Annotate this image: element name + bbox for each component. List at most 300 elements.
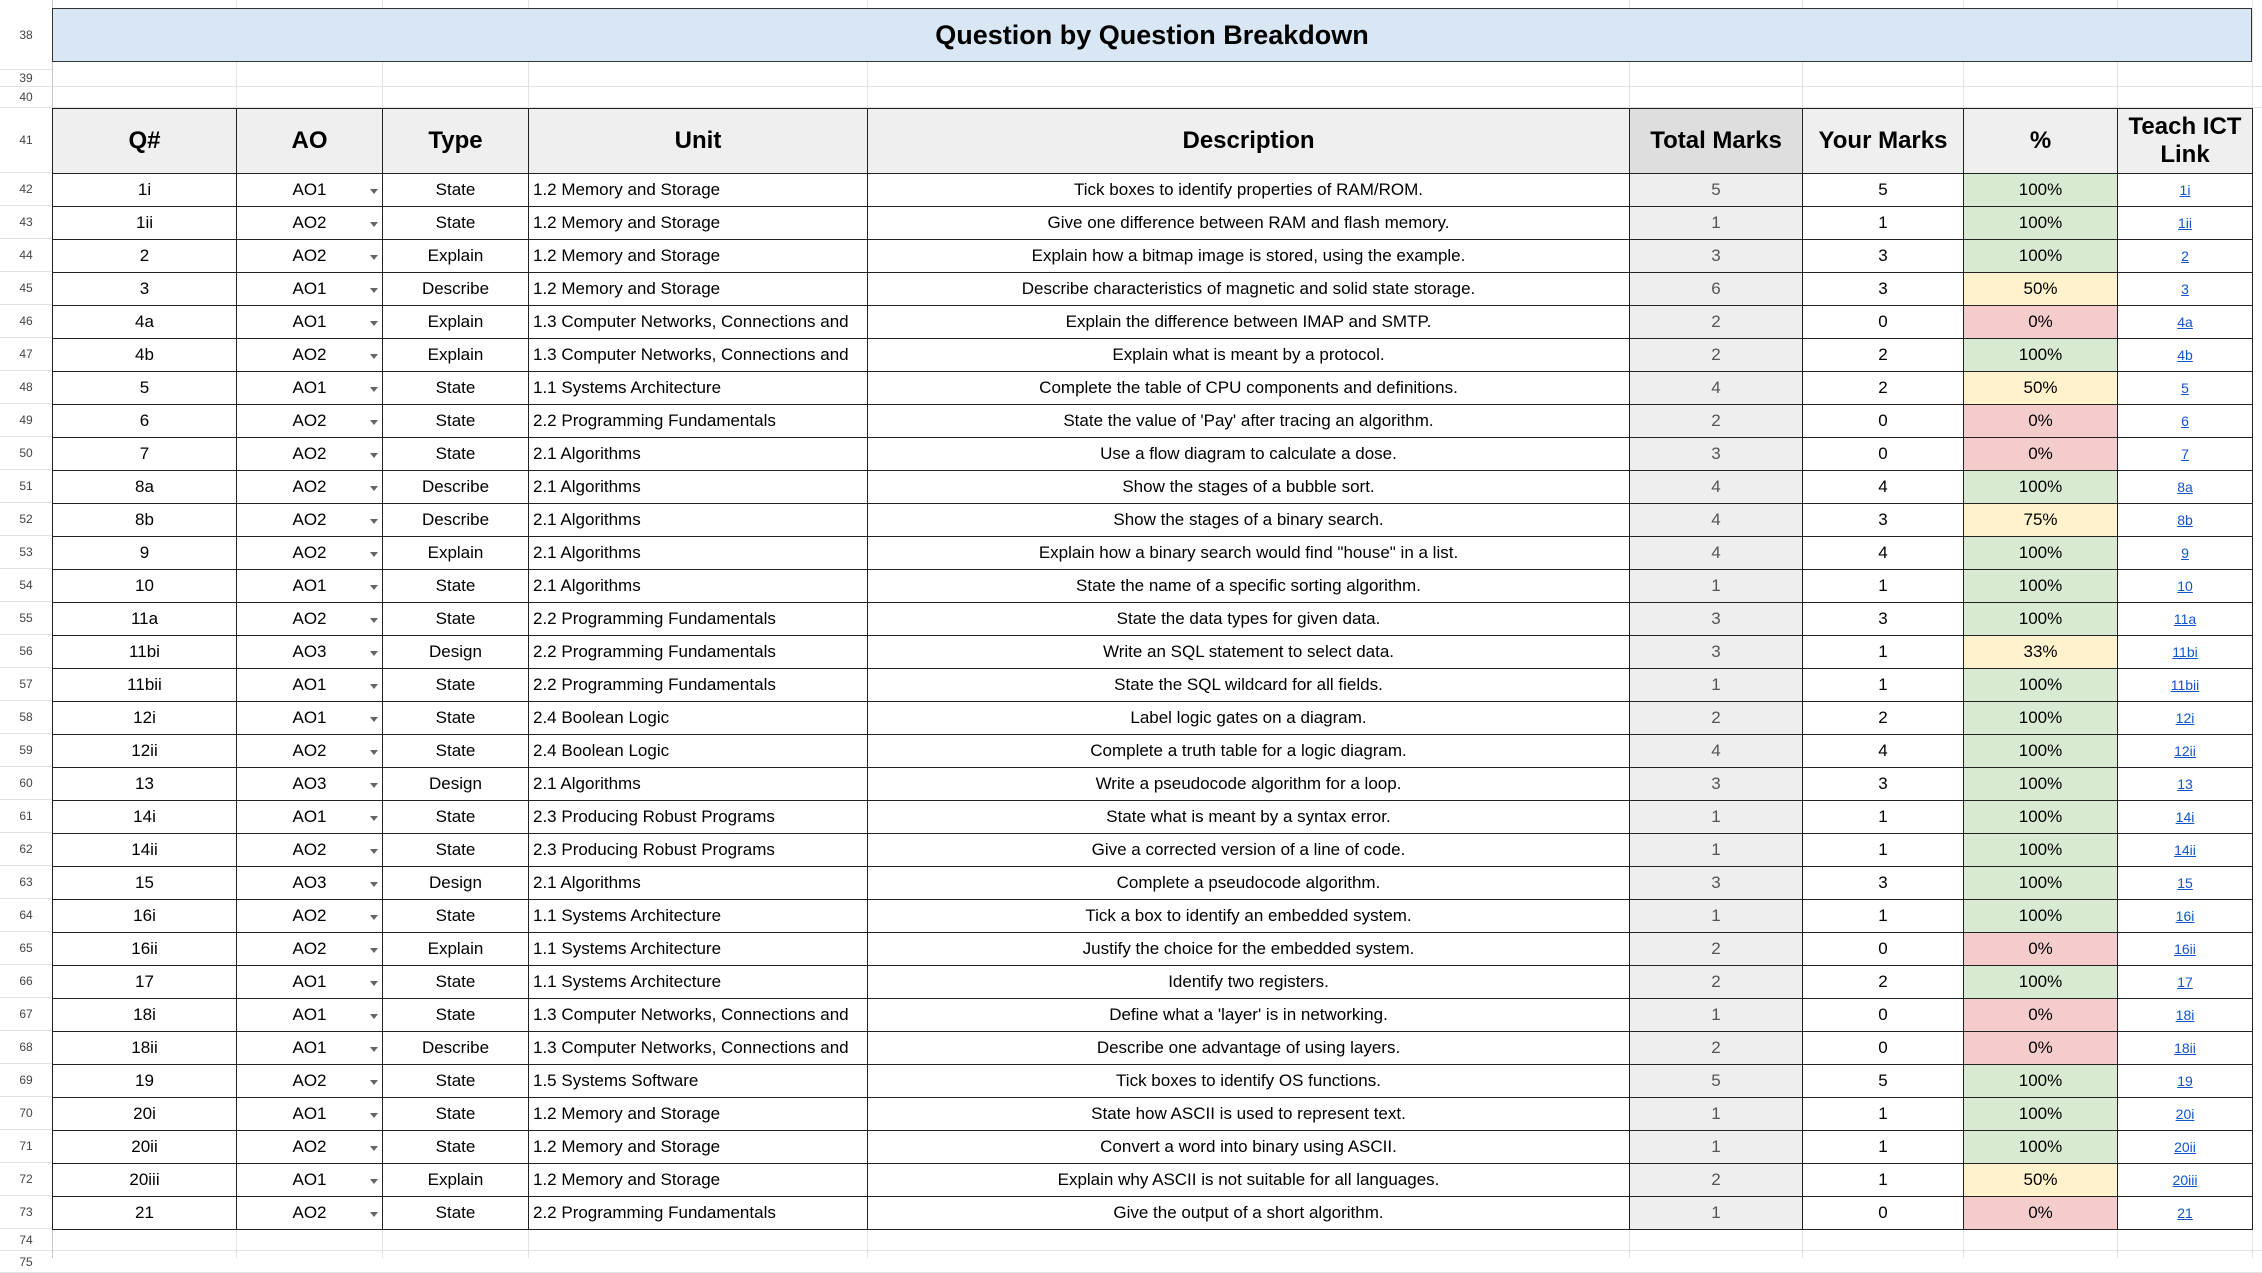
cell-total-marks[interactable]: 2 (1630, 1164, 1803, 1197)
cell-type[interactable]: Describe (383, 471, 529, 504)
cell-ao-dropdown[interactable] (237, 999, 383, 1032)
dropdown-arrow-icon[interactable] (370, 783, 378, 788)
teach-ict-link[interactable]: 11bii (2170, 677, 2200, 693)
cell-unit[interactable]: 2.1 Algorithms (529, 471, 868, 504)
cell-description[interactable]: Tick boxes to identify properties of RAM/ROM. (868, 174, 1630, 207)
cell-unit[interactable]: 1.1 Systems Architecture (529, 372, 868, 405)
cell-teach-ict-link[interactable] (2118, 339, 2253, 372)
teach-ict-link[interactable]: 9 (2181, 545, 2189, 561)
row-number[interactable]: 44 (0, 239, 52, 272)
cell-percent[interactable]: 100% (1964, 1065, 2118, 1098)
cell-description[interactable]: Describe characteristics of magnetic and solid state storage. (868, 273, 1630, 306)
header-percent[interactable]: % (1964, 109, 2118, 174)
cell-percent[interactable]: 100% (1964, 339, 2118, 372)
cell-total-marks[interactable]: 1 (1630, 834, 1803, 867)
cell-percent[interactable]: 100% (1964, 834, 2118, 867)
cell-type[interactable]: State (383, 603, 529, 636)
cell-unit[interactable]: 1.3 Computer Networks, Connections and (529, 999, 868, 1032)
cell-question[interactable]: 18ii (53, 1032, 237, 1065)
cell-question[interactable]: 12i (53, 702, 237, 735)
cell-total-marks[interactable]: 2 (1630, 933, 1803, 966)
cell-description[interactable]: Show the stages of a binary search. (868, 504, 1630, 537)
row-number[interactable]: 47 (0, 338, 52, 371)
teach-ict-link[interactable]: 13 (2177, 776, 2193, 792)
row-number[interactable]: 46 (0, 305, 52, 338)
cell-description[interactable]: Explain why ASCII is not suitable for all languages. (868, 1164, 1630, 1197)
cell-description[interactable]: Show the stages of a bubble sort. (868, 471, 1630, 504)
cell-type[interactable]: State (383, 1197, 529, 1230)
cell-type[interactable]: Describe (383, 1032, 529, 1065)
cell-your-marks[interactable]: 2 (1803, 339, 1964, 372)
cell-total-marks[interactable]: 5 (1630, 1065, 1803, 1098)
cell-your-marks[interactable]: 1 (1803, 570, 1964, 603)
cell-question[interactable]: 5 (53, 372, 237, 405)
cell-unit[interactable]: 2.2 Programming Fundamentals (529, 603, 868, 636)
cell-description[interactable]: Write a pseudocode algorithm for a loop. (868, 768, 1630, 801)
teach-ict-link[interactable]: 19 (2177, 1073, 2193, 1089)
teach-ict-link[interactable]: 16ii (2174, 941, 2196, 957)
dropdown-arrow-icon[interactable] (370, 1080, 378, 1085)
teach-ict-link[interactable]: 17 (2177, 974, 2193, 990)
cell-total-marks[interactable]: 6 (1630, 273, 1803, 306)
cell-unit[interactable]: 1.2 Memory and Storage (529, 174, 868, 207)
dropdown-arrow-icon[interactable] (370, 1179, 378, 1184)
cell-percent[interactable]: 50% (1964, 372, 2118, 405)
cell-teach-ict-link[interactable] (2118, 1164, 2253, 1197)
cell-unit[interactable]: 2.1 Algorithms (529, 438, 868, 471)
cell-your-marks[interactable]: 1 (1803, 1131, 1964, 1164)
cell-unit[interactable]: 1.3 Computer Networks, Connections and (529, 1032, 868, 1065)
row-number[interactable]: 73 (0, 1196, 52, 1229)
cell-question[interactable]: 15 (53, 867, 237, 900)
cell-ao-dropdown[interactable] (237, 372, 383, 405)
dropdown-arrow-icon[interactable] (370, 255, 378, 260)
teach-ict-link[interactable]: 16i (2175, 908, 2195, 924)
cell-question[interactable]: 2 (53, 240, 237, 273)
cell-unit[interactable]: 2.2 Programming Fundamentals (529, 1197, 868, 1230)
cell-description[interactable]: Complete the table of CPU components and definitions. (868, 372, 1630, 405)
cell-unit[interactable]: 2.1 Algorithms (529, 768, 868, 801)
cell-percent[interactable]: 0% (1964, 1197, 2118, 1230)
header-type[interactable]: Type (383, 109, 529, 174)
cell-question[interactable]: 21 (53, 1197, 237, 1230)
teach-ict-link[interactable]: 14ii (2174, 842, 2196, 858)
sheet-title-banner[interactable]: Question by Question Breakdown (52, 8, 2252, 62)
cell-teach-ict-link[interactable] (2118, 1098, 2253, 1131)
cell-description[interactable]: State the data types for given data. (868, 603, 1630, 636)
cell-ao-dropdown[interactable] (237, 1197, 383, 1230)
cell-your-marks[interactable]: 0 (1803, 306, 1964, 339)
cell-percent[interactable]: 100% (1964, 207, 2118, 240)
cell-your-marks[interactable]: 0 (1803, 438, 1964, 471)
cell-description[interactable]: Write an SQL statement to select data. (868, 636, 1630, 669)
cell-description[interactable]: Define what a 'layer' is in networking. (868, 999, 1630, 1032)
cell-question[interactable]: 20i (53, 1098, 237, 1131)
cell-type[interactable]: State (383, 372, 529, 405)
cell-percent[interactable]: 0% (1964, 405, 2118, 438)
row-number[interactable]: 66 (0, 965, 52, 998)
cell-type[interactable]: Explain (383, 240, 529, 273)
dropdown-arrow-icon[interactable] (370, 354, 378, 359)
cell-percent[interactable]: 0% (1964, 306, 2118, 339)
cell-your-marks[interactable]: 3 (1803, 867, 1964, 900)
cell-description[interactable]: State the name of a specific sorting algorithm. (868, 570, 1630, 603)
cell-unit[interactable]: 1.2 Memory and Storage (529, 273, 868, 306)
cell-your-marks[interactable]: 1 (1803, 1098, 1964, 1131)
header-your-marks[interactable]: Your Marks (1803, 109, 1964, 174)
cell-question[interactable]: 14i (53, 801, 237, 834)
cell-ao-dropdown[interactable] (237, 933, 383, 966)
cell-your-marks[interactable]: 1 (1803, 669, 1964, 702)
cell-question[interactable]: 8b (53, 504, 237, 537)
cell-total-marks[interactable]: 2 (1630, 405, 1803, 438)
cell-your-marks[interactable]: 3 (1803, 603, 1964, 636)
cell-description[interactable]: Identify two registers. (868, 966, 1630, 999)
cell-ao-dropdown[interactable] (237, 1032, 383, 1065)
cell-total-marks[interactable]: 3 (1630, 603, 1803, 636)
cell-your-marks[interactable]: 1 (1803, 834, 1964, 867)
cell-type[interactable]: Explain (383, 339, 529, 372)
cell-total-marks[interactable]: 2 (1630, 1032, 1803, 1065)
cell-description[interactable]: Tick a box to identify an embedded system. (868, 900, 1630, 933)
dropdown-arrow-icon[interactable] (370, 420, 378, 425)
dropdown-arrow-icon[interactable] (370, 750, 378, 755)
dropdown-arrow-icon[interactable] (370, 288, 378, 293)
cell-total-marks[interactable]: 4 (1630, 735, 1803, 768)
cell-ao-dropdown[interactable] (237, 174, 383, 207)
cell-ao-dropdown[interactable] (237, 570, 383, 603)
cell-type[interactable]: Design (383, 636, 529, 669)
cell-your-marks[interactable]: 4 (1803, 537, 1964, 570)
cell-your-marks[interactable]: 5 (1803, 174, 1964, 207)
cell-your-marks[interactable]: 0 (1803, 1197, 1964, 1230)
dropdown-arrow-icon[interactable] (370, 321, 378, 326)
cell-type[interactable]: Explain (383, 933, 529, 966)
cell-unit[interactable]: 1.2 Memory and Storage (529, 1164, 868, 1197)
cell-type[interactable]: State (383, 702, 529, 735)
cell-teach-ict-link[interactable] (2118, 702, 2253, 735)
cell-total-marks[interactable]: 2 (1630, 702, 1803, 735)
teach-ict-link[interactable]: 3 (2181, 281, 2189, 297)
cell-percent[interactable]: 100% (1964, 471, 2118, 504)
cell-your-marks[interactable]: 3 (1803, 768, 1964, 801)
cell-teach-ict-link[interactable] (2118, 966, 2253, 999)
cell-teach-ict-link[interactable] (2118, 867, 2253, 900)
dropdown-arrow-icon[interactable] (370, 981, 378, 986)
cell-ao-dropdown[interactable] (237, 1065, 383, 1098)
dropdown-arrow-icon[interactable] (370, 222, 378, 227)
cell-ao-dropdown[interactable] (237, 735, 383, 768)
row-number[interactable]: 71 (0, 1130, 52, 1163)
cell-unit[interactable]: 2.4 Boolean Logic (529, 735, 868, 768)
cell-teach-ict-link[interactable] (2118, 999, 2253, 1032)
cell-description[interactable]: Label logic gates on a diagram. (868, 702, 1630, 735)
cell-teach-ict-link[interactable] (2118, 174, 2253, 207)
cell-unit[interactable]: 2.1 Algorithms (529, 537, 868, 570)
cell-unit[interactable]: 1.1 Systems Architecture (529, 933, 868, 966)
cell-your-marks[interactable]: 1 (1803, 207, 1964, 240)
cell-total-marks[interactable]: 1 (1630, 1098, 1803, 1131)
cell-teach-ict-link[interactable] (2118, 801, 2253, 834)
cell-percent[interactable]: 100% (1964, 801, 2118, 834)
row-number[interactable]: 41 (0, 108, 52, 173)
cell-total-marks[interactable]: 3 (1630, 438, 1803, 471)
cell-total-marks[interactable]: 4 (1630, 471, 1803, 504)
cell-teach-ict-link[interactable] (2118, 570, 2253, 603)
cell-percent[interactable]: 100% (1964, 900, 2118, 933)
dropdown-arrow-icon[interactable] (370, 816, 378, 821)
cell-unit[interactable]: 2.3 Producing Robust Programs (529, 801, 868, 834)
cell-type[interactable]: State (383, 405, 529, 438)
cell-your-marks[interactable]: 0 (1803, 999, 1964, 1032)
cell-description[interactable]: State what is meant by a syntax error. (868, 801, 1630, 834)
cell-teach-ict-link[interactable] (2118, 1131, 2253, 1164)
row-number[interactable]: 54 (0, 569, 52, 602)
cell-question[interactable]: 19 (53, 1065, 237, 1098)
row-number[interactable]: 68 (0, 1031, 52, 1064)
header-total-marks[interactable]: Total Marks (1630, 109, 1803, 174)
dropdown-arrow-icon[interactable] (370, 585, 378, 590)
cell-teach-ict-link[interactable] (2118, 438, 2253, 471)
row-number[interactable]: 52 (0, 503, 52, 536)
cell-percent[interactable]: 0% (1964, 999, 2118, 1032)
cell-type[interactable]: State (383, 207, 529, 240)
cell-your-marks[interactable]: 3 (1803, 504, 1964, 537)
cell-your-marks[interactable]: 3 (1803, 240, 1964, 273)
cell-ao-dropdown[interactable] (237, 966, 383, 999)
cell-total-marks[interactable]: 3 (1630, 240, 1803, 273)
dropdown-arrow-icon[interactable] (370, 1047, 378, 1052)
cell-question[interactable]: 3 (53, 273, 237, 306)
cell-percent[interactable]: 100% (1964, 570, 2118, 603)
teach-ict-link[interactable]: 15 (2177, 875, 2193, 891)
cell-percent[interactable]: 100% (1964, 603, 2118, 636)
cell-type[interactable]: State (383, 669, 529, 702)
cell-teach-ict-link[interactable] (2118, 504, 2253, 537)
teach-ict-link[interactable]: 14i (2175, 809, 2195, 825)
cell-percent[interactable]: 0% (1964, 933, 2118, 966)
cell-question[interactable]: 20iii (53, 1164, 237, 1197)
cell-type[interactable]: State (383, 1098, 529, 1131)
cell-teach-ict-link[interactable] (2118, 372, 2253, 405)
row-number[interactable]: 65 (0, 932, 52, 965)
row-number[interactable]: 74 (0, 1229, 52, 1251)
row-number[interactable]: 58 (0, 701, 52, 734)
cell-ao-dropdown[interactable] (237, 603, 383, 636)
teach-ict-link[interactable]: 2 (2181, 248, 2189, 264)
cell-description[interactable]: Use a flow diagram to calculate a dose. (868, 438, 1630, 471)
teach-ict-link[interactable]: 18i (2175, 1007, 2195, 1023)
row-number[interactable]: 53 (0, 536, 52, 569)
cell-ao-dropdown[interactable] (237, 1098, 383, 1131)
cell-unit[interactable]: 1.5 Systems Software (529, 1065, 868, 1098)
cell-total-marks[interactable]: 1 (1630, 669, 1803, 702)
cell-description[interactable]: Tick boxes to identify OS functions. (868, 1065, 1630, 1098)
cell-your-marks[interactable]: 4 (1803, 735, 1964, 768)
cell-unit[interactable]: 2.2 Programming Fundamentals (529, 636, 868, 669)
cell-teach-ict-link[interactable] (2118, 405, 2253, 438)
cell-teach-ict-link[interactable] (2118, 900, 2253, 933)
cell-question[interactable]: 10 (53, 570, 237, 603)
cell-question[interactable]: 8a (53, 471, 237, 504)
teach-ict-link[interactable]: 11bi (2172, 644, 2198, 660)
header-unit[interactable]: Unit (529, 109, 868, 174)
cell-percent[interactable]: 100% (1964, 867, 2118, 900)
cell-total-marks[interactable]: 3 (1630, 867, 1803, 900)
cell-question[interactable]: 1i (53, 174, 237, 207)
cell-description[interactable]: Give the output of a short algorithm. (868, 1197, 1630, 1230)
cell-total-marks[interactable]: 1 (1630, 570, 1803, 603)
row-number[interactable]: 55 (0, 602, 52, 635)
row-number[interactable]: 50 (0, 437, 52, 470)
dropdown-arrow-icon[interactable] (370, 684, 378, 689)
teach-ict-link[interactable]: 10 (2177, 578, 2193, 594)
teach-ict-link[interactable]: 5 (2181, 380, 2189, 396)
row-number[interactable]: 39 (0, 70, 52, 87)
cell-type[interactable]: Describe (383, 273, 529, 306)
cell-percent[interactable]: 100% (1964, 669, 2118, 702)
cell-question[interactable]: 18i (53, 999, 237, 1032)
cell-type[interactable]: State (383, 1065, 529, 1098)
cell-percent[interactable]: 75% (1964, 504, 2118, 537)
teach-ict-link[interactable]: 4a (2177, 314, 2193, 330)
cell-ao-dropdown[interactable] (237, 471, 383, 504)
cell-type[interactable]: State (383, 966, 529, 999)
header-q[interactable]: Q# (53, 109, 237, 174)
cell-question[interactable]: 7 (53, 438, 237, 471)
cell-total-marks[interactable]: 1 (1630, 1131, 1803, 1164)
teach-ict-link[interactable]: 6 (2181, 413, 2189, 429)
dropdown-arrow-icon[interactable] (370, 1146, 378, 1151)
cell-unit[interactable]: 2.1 Algorithms (529, 504, 868, 537)
cell-question[interactable]: 4b (53, 339, 237, 372)
dropdown-arrow-icon[interactable] (370, 387, 378, 392)
cell-total-marks[interactable]: 1 (1630, 207, 1803, 240)
row-number[interactable]: 42 (0, 173, 52, 206)
cell-unit[interactable]: 2.1 Algorithms (529, 867, 868, 900)
cell-description[interactable]: Explain what is meant by a protocol. (868, 339, 1630, 372)
teach-ict-link[interactable]: 8b (2177, 512, 2193, 528)
row-number[interactable]: 57 (0, 668, 52, 701)
row-number[interactable]: 59 (0, 734, 52, 767)
row-number[interactable]: 40 (0, 87, 52, 108)
cell-question[interactable]: 16ii (53, 933, 237, 966)
cell-your-marks[interactable]: 1 (1803, 636, 1964, 669)
cell-teach-ict-link[interactable] (2118, 933, 2253, 966)
cell-description[interactable]: Complete a truth table for a logic diagram. (868, 735, 1630, 768)
row-number[interactable]: 75 (0, 1251, 52, 1273)
cell-question[interactable]: 11bii (53, 669, 237, 702)
cell-total-marks[interactable]: 3 (1630, 636, 1803, 669)
cell-ao-dropdown[interactable] (237, 1131, 383, 1164)
cell-total-marks[interactable]: 1 (1630, 900, 1803, 933)
cell-percent[interactable]: 50% (1964, 273, 2118, 306)
cell-unit[interactable]: 1.3 Computer Networks, Connections and (529, 306, 868, 339)
cell-total-marks[interactable]: 4 (1630, 537, 1803, 570)
cell-type[interactable]: State (383, 438, 529, 471)
cell-teach-ict-link[interactable] (2118, 834, 2253, 867)
row-number[interactable]: 64 (0, 899, 52, 932)
cell-teach-ict-link[interactable] (2118, 471, 2253, 504)
row-number[interactable]: 72 (0, 1163, 52, 1196)
cell-your-marks[interactable]: 1 (1803, 1164, 1964, 1197)
cell-percent[interactable]: 100% (1964, 702, 2118, 735)
row-number[interactable]: 62 (0, 833, 52, 866)
row-number[interactable]: 63 (0, 866, 52, 899)
row-number[interactable]: 38 (0, 0, 52, 70)
teach-ict-link[interactable]: 21 (2177, 1205, 2193, 1221)
cell-type[interactable]: Explain (383, 1164, 529, 1197)
cell-description[interactable]: State the value of 'Pay' after tracing an algorithm. (868, 405, 1630, 438)
cell-teach-ict-link[interactable] (2118, 636, 2253, 669)
row-number[interactable]: 45 (0, 272, 52, 305)
cell-total-marks[interactable]: 1 (1630, 1197, 1803, 1230)
cell-ao-dropdown[interactable] (237, 702, 383, 735)
cell-ao-dropdown[interactable] (237, 834, 383, 867)
cell-percent[interactable]: 0% (1964, 1032, 2118, 1065)
cell-your-marks[interactable]: 2 (1803, 372, 1964, 405)
cell-ao-dropdown[interactable] (237, 537, 383, 570)
row-number[interactable]: 51 (0, 470, 52, 503)
cell-question[interactable]: 1ii (53, 207, 237, 240)
dropdown-arrow-icon[interactable] (370, 519, 378, 524)
cell-teach-ict-link[interactable] (2118, 273, 2253, 306)
cell-your-marks[interactable]: 1 (1803, 900, 1964, 933)
cell-type[interactable]: State (383, 735, 529, 768)
cell-percent[interactable]: 100% (1964, 966, 2118, 999)
dropdown-arrow-icon[interactable] (370, 1014, 378, 1019)
cell-percent[interactable]: 100% (1964, 537, 2118, 570)
cell-ao-dropdown[interactable] (237, 306, 383, 339)
cell-unit[interactable]: 1.2 Memory and Storage (529, 1131, 868, 1164)
cell-ao-dropdown[interactable] (237, 669, 383, 702)
row-number[interactable]: 61 (0, 800, 52, 833)
cell-type[interactable]: State (383, 999, 529, 1032)
dropdown-arrow-icon[interactable] (370, 552, 378, 557)
dropdown-arrow-icon[interactable] (370, 717, 378, 722)
cell-question[interactable]: 11a (53, 603, 237, 636)
cell-description[interactable]: State the SQL wildcard for all fields. (868, 669, 1630, 702)
cell-ao-dropdown[interactable] (237, 273, 383, 306)
teach-ict-link[interactable]: 4b (2177, 347, 2193, 363)
row-number[interactable]: 69 (0, 1064, 52, 1097)
row-number[interactable]: 48 (0, 371, 52, 404)
cell-type[interactable]: Design (383, 867, 529, 900)
row-number[interactable]: 56 (0, 635, 52, 668)
cell-percent[interactable]: 100% (1964, 240, 2118, 273)
cell-ao-dropdown[interactable] (237, 900, 383, 933)
dropdown-arrow-icon[interactable] (370, 618, 378, 623)
cell-description[interactable]: Describe one advantage of using layers. (868, 1032, 1630, 1065)
cell-unit[interactable]: 1.2 Memory and Storage (529, 1098, 868, 1131)
cell-unit[interactable]: 2.1 Algorithms (529, 570, 868, 603)
row-number[interactable]: 70 (0, 1097, 52, 1130)
cell-question[interactable]: 6 (53, 405, 237, 438)
cell-unit[interactable]: 2.3 Producing Robust Programs (529, 834, 868, 867)
cell-description[interactable]: Give a corrected version of a line of code. (868, 834, 1630, 867)
cell-teach-ict-link[interactable] (2118, 1032, 2253, 1065)
cell-your-marks[interactable]: 5 (1803, 1065, 1964, 1098)
dropdown-arrow-icon[interactable] (370, 651, 378, 656)
dropdown-arrow-icon[interactable] (370, 453, 378, 458)
cell-question[interactable]: 4a (53, 306, 237, 339)
teach-ict-link[interactable]: 1ii (2177, 215, 2192, 231)
cell-teach-ict-link[interactable] (2118, 207, 2253, 240)
cell-your-marks[interactable]: 2 (1803, 966, 1964, 999)
teach-ict-link[interactable]: 18ii (2174, 1040, 2196, 1056)
cell-type[interactable]: State (383, 570, 529, 603)
dropdown-arrow-icon[interactable] (370, 189, 378, 194)
